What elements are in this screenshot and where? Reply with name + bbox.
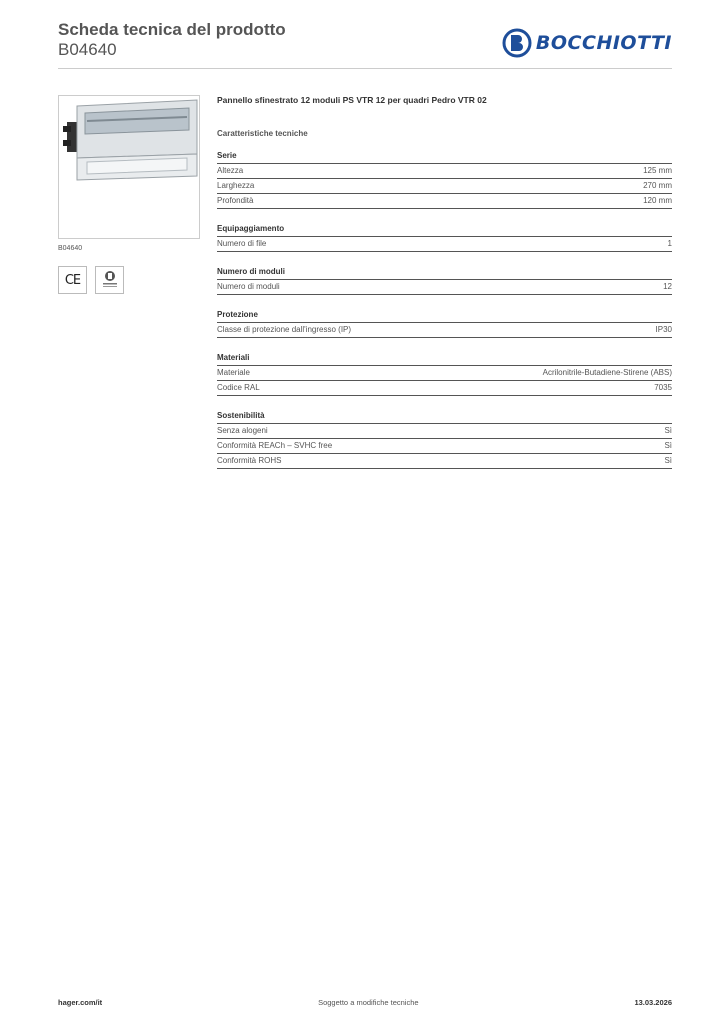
- spec-row: [217, 279, 672, 295]
- product-code: B04640: [58, 40, 117, 59]
- spec-row: [217, 365, 672, 380]
- spec-label: Codice RAL: [217, 383, 260, 392]
- product-panel-illustration: [59, 96, 199, 238]
- quality-mark: [95, 266, 124, 294]
- image-caption: B04640: [58, 245, 83, 252]
- header-divider: [58, 68, 672, 69]
- spec-rows: [217, 423, 672, 469]
- footer-website: hager.com/it: [58, 998, 103, 1007]
- spec-label: Materiale: [217, 368, 250, 377]
- spec-label: Conformità ROHS: [217, 456, 282, 465]
- certification-marks: [58, 266, 200, 294]
- spec-groups: [217, 150, 672, 469]
- spec-label: Numero di file: [217, 239, 267, 248]
- spec-group: [217, 150, 672, 209]
- product-image-column: [58, 95, 200, 294]
- quality-mark-icon: [100, 270, 120, 290]
- product-image: [58, 95, 200, 239]
- spec-row: [217, 423, 672, 438]
- spec-rows: [217, 163, 672, 209]
- spec-rows: [217, 322, 672, 338]
- product-title: Pannello sfinestrato 12 moduli PS VTR 12 per quadri Pedro VTR 02: [217, 95, 487, 105]
- spec-row: [217, 163, 672, 178]
- spec-value: 125 mm: [643, 166, 672, 175]
- spec-group: [217, 266, 672, 295]
- spec-group: [217, 223, 672, 252]
- spec-label: Profondità: [217, 196, 254, 205]
- spec-value: 120 mm: [643, 196, 672, 205]
- footer-date: 13.03.2026: [634, 998, 672, 1007]
- brand-logo: [502, 28, 672, 58]
- spec-row: [217, 453, 672, 469]
- section-title: Caratteristiche tecniche: [217, 129, 308, 138]
- spec-label: Numero di moduli: [217, 282, 280, 291]
- spec-row: [217, 178, 672, 193]
- ce-mark-label: CE: [64, 272, 81, 288]
- spec-group: [217, 410, 672, 469]
- spec-rows: [217, 365, 672, 396]
- spec-row: [217, 322, 672, 338]
- spec-value: IP30: [655, 325, 672, 334]
- spec-row: [217, 438, 672, 453]
- spec-group-title: Protezione: [217, 310, 258, 319]
- spec-row: [217, 193, 672, 209]
- spec-label: Conformità REACh – SVHC free: [217, 441, 333, 450]
- spec-group-title: Numero di moduli: [217, 267, 285, 276]
- spec-group-title: Equipaggiamento: [217, 224, 285, 233]
- spec-group-title: Materiali: [217, 353, 250, 362]
- footer-notice: Soggetto a modifiche tecniche: [318, 998, 419, 1007]
- spec-group: [217, 309, 672, 338]
- spec-value: Sì: [664, 426, 672, 435]
- page-header: [58, 20, 672, 70]
- spec-value: 1: [667, 239, 672, 248]
- brand-name: BOCCHIOTTI: [535, 32, 672, 54]
- ce-mark: [58, 266, 87, 294]
- spec-value: 270 mm: [643, 181, 672, 190]
- spec-group-title: Serie: [217, 151, 237, 160]
- spec-group: [217, 352, 672, 396]
- bocchiotti-logo-icon: [502, 28, 532, 58]
- spec-row: [217, 380, 672, 396]
- spec-value: Acrilonitrile-Butadiene-Stirene (ABS): [542, 368, 672, 377]
- technical-data: [217, 95, 672, 469]
- spec-label: Senza alogeni: [217, 426, 268, 435]
- page-footer: [58, 998, 672, 1007]
- spec-row: [217, 236, 672, 252]
- spec-label: Larghezza: [217, 181, 255, 190]
- spec-label: Altezza: [217, 166, 244, 175]
- spec-label: Classe di protezione dall'ingresso (IP): [217, 325, 352, 334]
- page-title: Scheda tecnica del prodotto: [58, 20, 286, 39]
- spec-rows: [217, 279, 672, 295]
- spec-group-title: Sostenibilità: [217, 411, 265, 420]
- spec-value: Sì: [664, 441, 672, 450]
- spec-value: Sì: [664, 456, 672, 465]
- spec-value: 7035: [654, 383, 672, 392]
- spec-value: 12: [663, 282, 672, 291]
- spec-rows: [217, 236, 672, 252]
